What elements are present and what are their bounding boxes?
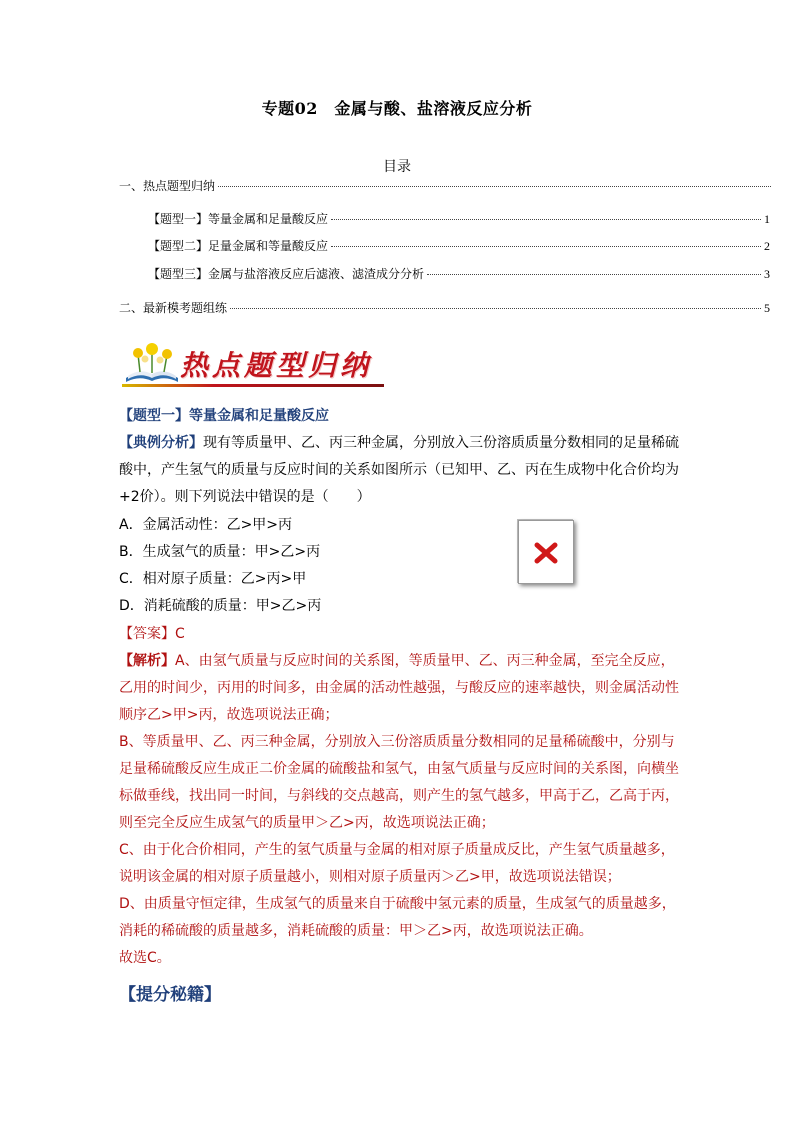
toc-entry-label: 【题型三】金属与盐溶液反应后滤液、滤渣成分分析 — [148, 267, 425, 281]
answer-tag: 【答案】 — [119, 626, 175, 642]
toc-entry[interactable] — [148, 265, 770, 283]
analysis-tag: 【解析】 — [119, 653, 175, 669]
analysis-line: 乙用的时间少，丙用的时间多，由金属的活动性越强，与酸反应的速率越快，则金属活动性 — [119, 680, 679, 696]
toc-leader-dots — [427, 274, 761, 275]
option-c: C．相对原子质量：乙>丙>甲 — [119, 571, 307, 587]
toc-entry-page: 5 — [764, 301, 770, 315]
analysis-line: 消耗的稀硫酸的质量越多，消耗硫酸的质量：甲＞乙>丙，故选项说法正确。 — [119, 923, 593, 939]
toc-leader-dots — [230, 308, 761, 309]
option-d: D．消耗硫酸的质量：甲>乙>丙 — [119, 598, 322, 614]
toc-heading: 目录 — [383, 159, 411, 175]
analysis-line: 则至完全反应生成氢气的质量甲＞乙>丙，故选项说法正确； — [119, 815, 495, 831]
analysis-line: A、由氢气质量与反应时间的关系图，等质量甲、乙、丙三种金属，至完全反应， — [175, 653, 675, 669]
toc-entry[interactable] — [119, 177, 774, 195]
answer-line — [119, 623, 185, 643]
toc-leader-dots — [331, 219, 761, 220]
book-flowers-icon — [122, 342, 182, 386]
toc-entry[interactable] — [119, 299, 770, 317]
toc-entry-label: 一、热点题型归纳 — [119, 179, 216, 193]
toc-entry-page: 1 — [764, 212, 770, 226]
toc-entry-label: 【题型一】等量金属和足量酸反应 — [148, 212, 329, 226]
toc-entry-page: 2 — [764, 239, 770, 253]
broken-image-icon — [519, 521, 573, 583]
toc-entry[interactable] — [148, 237, 770, 255]
section-title: 【题型一】等量金属和足量酸反应 — [119, 408, 329, 424]
example-tag: 【典例分析】 — [119, 435, 203, 451]
analysis-line: 标做垂线，找出同一时间，与斜线的交点越高，则产生的氢气越多，甲高于乙，乙高于丙， — [119, 788, 679, 804]
toc-entry-label: 二、最新模考题组练 — [119, 301, 228, 315]
toc-leader-dots — [218, 186, 771, 187]
option-b: B．生成氢气的质量：甲>乙>丙 — [119, 544, 321, 560]
analysis-line: D、由质量守恒定律，生成氢气的质量来自于硫酸中氢元素的质量，生成氢气的质量越多， — [119, 896, 676, 912]
analysis-line: 故选C。 — [119, 950, 171, 966]
example-question — [119, 430, 679, 511]
document-title: 专题02 金属与酸、盐溶液反应分析 — [261, 99, 533, 118]
section-banner — [122, 342, 384, 392]
tips-title: 【提分秘籍】 — [119, 985, 221, 1005]
banner-heading: 热点题型归纳 — [180, 349, 373, 382]
analysis-block — [119, 648, 684, 972]
broken-image-placeholder — [518, 520, 574, 584]
analysis-line: 说明该金属的相对原子质量越小，则相对原子质量丙＞乙>甲，故选项说法错误； — [119, 869, 621, 885]
analysis-line: 足量稀硫酸反应生成正二价金属的硫酸盐和氢气，由氢气质量与反应时间的关系图，向横坐 — [119, 761, 679, 777]
analysis-line: B、等质量甲、乙、丙三种金属，分别放入三份溶质质量分数相同的足量稀硫酸中，分别与 — [119, 734, 675, 750]
example-line: 酸中，产生氢气的质量与反应时间的关系如图所示（已知甲、乙、丙在生成物中化合价均为 — [119, 462, 679, 478]
analysis-line: C、由于化合价相同，产生的氢气质量与金属的相对原子质量成反比，产生氢气质量越多， — [119, 842, 675, 858]
option-a: A．金属活动性：乙>甲>丙 — [119, 517, 293, 533]
example-line: 现有等质量甲、乙、丙三种金属，分别放入三份溶质质量分数相同的足量稀硫 — [203, 435, 679, 451]
toc-entry[interactable] — [148, 210, 770, 228]
toc-leader-dots — [331, 246, 761, 247]
answer-value: C — [175, 626, 185, 642]
toc-entry-page: 3 — [764, 267, 770, 281]
toc-entry-label: 【题型二】足量金属和等量酸反应 — [148, 239, 329, 253]
example-line: +2价）。则下列说法中错误的是（ ） — [119, 489, 371, 505]
analysis-line: 顺序乙>甲>丙，故选项说法正确； — [119, 707, 339, 723]
banner-underline — [122, 384, 384, 387]
